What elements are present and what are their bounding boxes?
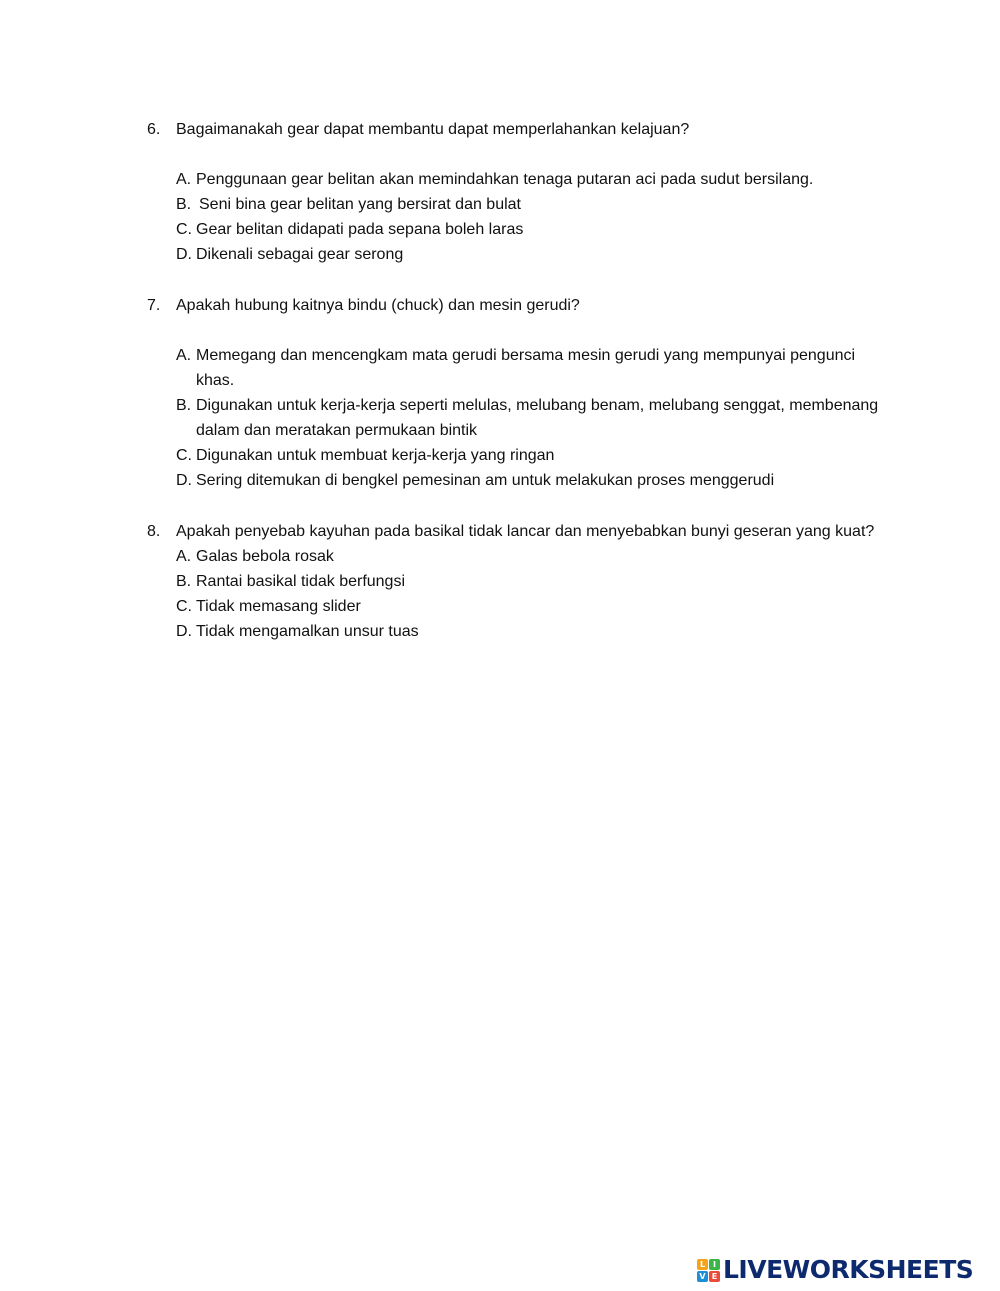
option-c bbox=[176, 594, 887, 619]
logo-text: LIVEWORKSHEETS bbox=[723, 1255, 974, 1284]
option-a bbox=[176, 343, 887, 393]
question-text: Apakah penyebab kayuhan pada basikal tidak lancar dan menyebabkan bunyi geseran yang kuat? bbox=[176, 523, 875, 540]
liveworksheets-logo bbox=[697, 1254, 973, 1286]
question-6 bbox=[147, 117, 887, 267]
option-letter: B. bbox=[176, 196, 192, 213]
logo-block-v: V bbox=[697, 1271, 708, 1282]
option-letter: A. bbox=[176, 548, 192, 565]
option-a bbox=[176, 167, 887, 192]
logo-block-l: L bbox=[697, 1259, 708, 1270]
option-b bbox=[176, 569, 887, 594]
option-d bbox=[176, 242, 887, 267]
option-text: Tidak memasang slider bbox=[196, 598, 361, 615]
option-b bbox=[176, 192, 887, 217]
option-letter: C. bbox=[176, 221, 192, 238]
option-c bbox=[176, 217, 887, 242]
option-text: Gear belitan didapati pada sepana boleh laras bbox=[196, 221, 524, 238]
option-letter: D. bbox=[176, 246, 192, 263]
options-list bbox=[176, 544, 887, 644]
option-text: Sering ditemukan di bengkel pemesinan am untuk melakukan proses menggerudi bbox=[196, 472, 775, 489]
option-text: Digunakan untuk kerja-kerja seperti melulas, melubang benam, melubang senggat, membenang dalam dan meratakan permukaan bintik bbox=[196, 397, 879, 439]
option-letter: A. bbox=[176, 347, 192, 364]
logo-block-i: I bbox=[709, 1259, 720, 1270]
logo-block-e: E bbox=[709, 1271, 720, 1282]
option-text: Seni bina gear belitan yang bersirat dan bulat bbox=[199, 196, 521, 213]
option-text: Penggunaan gear belitan akan memindahkan tenaga putaran aci pada sudut bersilang. bbox=[196, 171, 814, 188]
option-text: Tidak mengamalkan unsur tuas bbox=[196, 623, 419, 640]
options-list bbox=[176, 167, 887, 267]
option-letter: D. bbox=[176, 623, 192, 640]
option-d bbox=[176, 619, 887, 644]
question-7 bbox=[147, 293, 887, 493]
option-c bbox=[176, 443, 887, 468]
option-text: Galas bebola rosak bbox=[196, 548, 334, 565]
option-letter: C. bbox=[176, 598, 192, 615]
logo-icon bbox=[697, 1259, 720, 1282]
question-number: 8. bbox=[147, 523, 161, 540]
option-letter: C. bbox=[176, 447, 192, 464]
question-number: 6. bbox=[147, 121, 161, 138]
options-list bbox=[176, 343, 887, 493]
option-text: Dikenali sebagai gear serong bbox=[196, 246, 404, 263]
option-text: Rantai basikal tidak berfungsi bbox=[196, 573, 406, 590]
option-letter: D. bbox=[176, 472, 192, 489]
option-b bbox=[176, 393, 887, 443]
option-a bbox=[176, 544, 887, 569]
option-text: Memegang dan mencengkam mata gerudi bersama mesin gerudi yang mempunyai pengunci khas. bbox=[196, 347, 856, 389]
option-letter: A. bbox=[176, 171, 192, 188]
question-number: 7. bbox=[147, 297, 161, 314]
option-d bbox=[176, 468, 887, 493]
question-text: Apakah hubung kaitnya bindu (chuck) dan mesin gerudi? bbox=[176, 297, 580, 314]
option-text: Digunakan untuk membuat kerja-kerja yang ringan bbox=[196, 447, 555, 464]
question-text: Bagaimanakah gear dapat membantu dapat memperlahankan kelajuan? bbox=[176, 121, 690, 138]
option-letter: B. bbox=[176, 397, 192, 414]
option-letter: B. bbox=[176, 573, 192, 590]
question-8 bbox=[147, 519, 887, 644]
